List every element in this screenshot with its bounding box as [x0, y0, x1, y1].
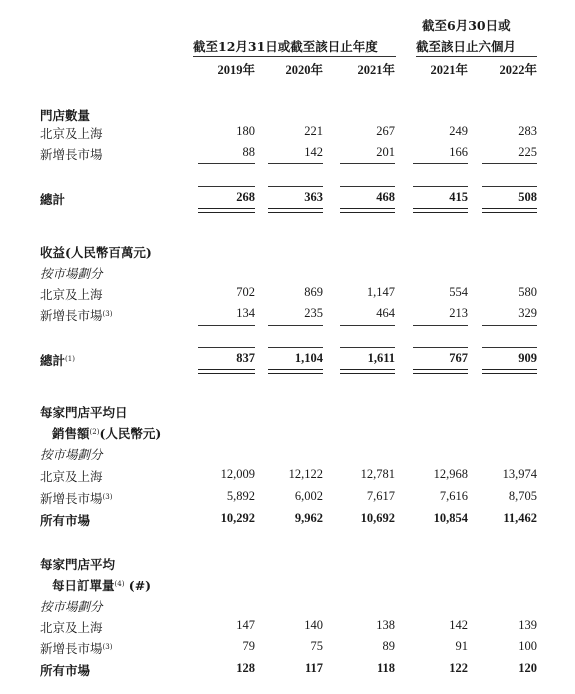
table-cell: 89 [382, 639, 395, 653]
total-cell: 122 [449, 661, 468, 675]
table-cell: 75 [310, 639, 323, 653]
total-cell: 268 [236, 190, 255, 204]
total-top-rule [482, 347, 537, 348]
total-cell: 117 [304, 661, 323, 675]
total-top-rule [198, 347, 255, 348]
total-cell: 468 [376, 190, 395, 204]
table-cell: 580 [518, 285, 537, 299]
table-cell: 329 [518, 306, 537, 320]
total-cell: 415 [449, 190, 468, 204]
total-cell: 10,854 [433, 511, 468, 525]
total-top-rule [413, 347, 468, 348]
table-cell: 12,122 [288, 467, 323, 481]
daily-sales-subtitle: 按市場劃分 [40, 447, 103, 462]
total-top-rule [268, 347, 323, 348]
total-double-rule [340, 208, 395, 213]
table-cell: 91 [455, 639, 468, 653]
table-cell: 12,009 [220, 467, 255, 481]
total-double-rule [413, 208, 468, 213]
table-cell: 464 [376, 306, 395, 320]
footnote-marker: (3) [102, 643, 113, 651]
table-cell: 166 [449, 145, 468, 159]
daily-sales-title-line2: 銷售額$^{(2)}$(人民幣元) [52, 426, 162, 441]
table-cell: 7,616 [439, 489, 468, 503]
total-cell: 508 [518, 190, 537, 204]
table-cell: 8,705 [508, 489, 537, 503]
daily-orders-title-line1: 每家門店平均 [40, 557, 116, 572]
total-cell: 120 [518, 661, 537, 675]
total-cell: 837 [236, 351, 255, 365]
year-header: 2019年 [217, 63, 255, 77]
table-cell: 6,002 [294, 489, 323, 503]
table-cell: 142 [304, 145, 323, 159]
table-cell: 554 [449, 285, 468, 299]
total-cell: 9,962 [294, 511, 323, 525]
year-header: 2020年 [285, 63, 323, 77]
header-rule-group1 [193, 56, 396, 57]
daily-orders-total-label: 所有市場 [40, 663, 91, 678]
total-cell: 128 [236, 661, 255, 675]
row-label: 新增長市場 [40, 147, 103, 162]
total-top-rule [198, 186, 255, 187]
daily-sales-total-label: 所有市場 [40, 513, 91, 528]
year-header: 2021年 [357, 63, 395, 77]
table-cell: 140 [304, 618, 323, 632]
daily-orders-subtitle: 按市場劃分 [40, 599, 103, 614]
table-cell: 221 [304, 124, 323, 138]
table-cell: 134 [236, 306, 255, 320]
total-cell: 11,462 [503, 511, 537, 525]
total-cell: 1,104 [294, 351, 323, 365]
table-cell: 13,974 [502, 467, 537, 481]
subtotal-rule [413, 163, 468, 164]
total-double-rule [413, 369, 468, 374]
table-cell: 88 [242, 145, 255, 159]
total-double-rule [268, 208, 323, 213]
table-cell: 283 [518, 124, 537, 138]
total-top-rule [340, 347, 395, 348]
stores-total-label: 總計 [40, 192, 66, 207]
stores-section-title: 門店數量 [40, 108, 91, 123]
total-cell: 909 [518, 351, 537, 365]
table-cell: 180 [236, 124, 255, 138]
total-top-rule [340, 186, 395, 187]
footnote-marker: (1) [65, 355, 75, 363]
total-double-rule [482, 208, 537, 213]
total-cell: 1,611 [367, 351, 395, 365]
table-cell: 5,892 [226, 489, 255, 503]
daily-sales-title-line1: 每家門店平均日 [40, 405, 128, 420]
table-cell: 79 [242, 639, 255, 653]
total-double-rule [198, 369, 255, 374]
footnote-marker: (2) [89, 428, 100, 436]
table-cell: 213 [449, 306, 468, 320]
row-label: 北京及上海 [40, 469, 103, 484]
table-cell: 147 [236, 618, 255, 632]
table-cell: 225 [518, 145, 537, 159]
footnote-marker: (3) [102, 493, 113, 501]
revenue-subtitle: 按市場劃分 [40, 266, 103, 281]
year-header: 2022年 [499, 63, 537, 77]
footnote-marker: (3) [102, 310, 113, 318]
footnote-marker: (4) [114, 580, 125, 588]
table-cell: 12,968 [433, 467, 468, 481]
total-double-rule [482, 369, 537, 374]
table-cell: 702 [236, 285, 255, 299]
table-cell: 869 [304, 285, 323, 299]
total-double-rule [268, 369, 323, 374]
subtotal-rule [340, 325, 395, 326]
row-label: 北京及上海 [40, 620, 103, 635]
row-label: 新增長市場$^{(3)}$ [40, 641, 113, 656]
total-top-rule [482, 186, 537, 187]
table-cell: 12,781 [360, 467, 395, 481]
revenue-section-title: 收益(人民幣百萬元) [40, 245, 152, 260]
table-cell: 1,147 [366, 285, 395, 299]
subtotal-rule [198, 325, 255, 326]
header-rule-group2 [416, 56, 537, 57]
total-top-rule [268, 186, 323, 187]
total-double-rule [198, 208, 255, 213]
row-label: 北京及上海 [40, 126, 103, 141]
table-cell: 7,617 [366, 489, 395, 503]
daily-orders-title-line2: 每日訂單量$^{(4)}$ (#) [52, 578, 152, 593]
total-cell: 767 [449, 351, 468, 365]
table-cell: 267 [376, 124, 395, 138]
subtotal-rule [413, 325, 468, 326]
table-cell: 201 [376, 145, 395, 159]
subtotal-rule [482, 325, 537, 326]
header-group2-line2: 截至該日止六個月 [416, 39, 517, 54]
subtotal-rule [268, 163, 323, 164]
total-cell: 363 [304, 190, 323, 204]
total-cell: 10,692 [360, 511, 395, 525]
year-header: 2021年 [430, 63, 468, 77]
subtotal-rule [482, 163, 537, 164]
row-label: 北京及上海 [40, 287, 103, 302]
total-top-rule [413, 186, 468, 187]
subtotal-rule [198, 163, 255, 164]
table-cell: 100 [518, 639, 537, 653]
table-cell: 138 [376, 618, 395, 632]
total-double-rule [340, 369, 395, 374]
header-group1-title: 截至12月31日或截至該日止年度 [193, 39, 378, 54]
subtotal-rule [268, 325, 323, 326]
table-cell: 235 [304, 306, 323, 320]
header-group2-line1: 截至6月30日或 [422, 18, 511, 33]
row-label: 新增長市場$^{(3)}$ [40, 308, 113, 323]
subtotal-rule [340, 163, 395, 164]
table-cell: 139 [518, 618, 537, 632]
total-cell: 118 [376, 661, 395, 675]
total-cell: 10,292 [220, 511, 255, 525]
row-label: 新增長市場$^{(3)}$ [40, 491, 113, 506]
revenue-total-label: 總計$^{(1)}$ [40, 353, 75, 368]
table-cell: 249 [449, 124, 468, 138]
table-cell: 142 [449, 618, 468, 632]
